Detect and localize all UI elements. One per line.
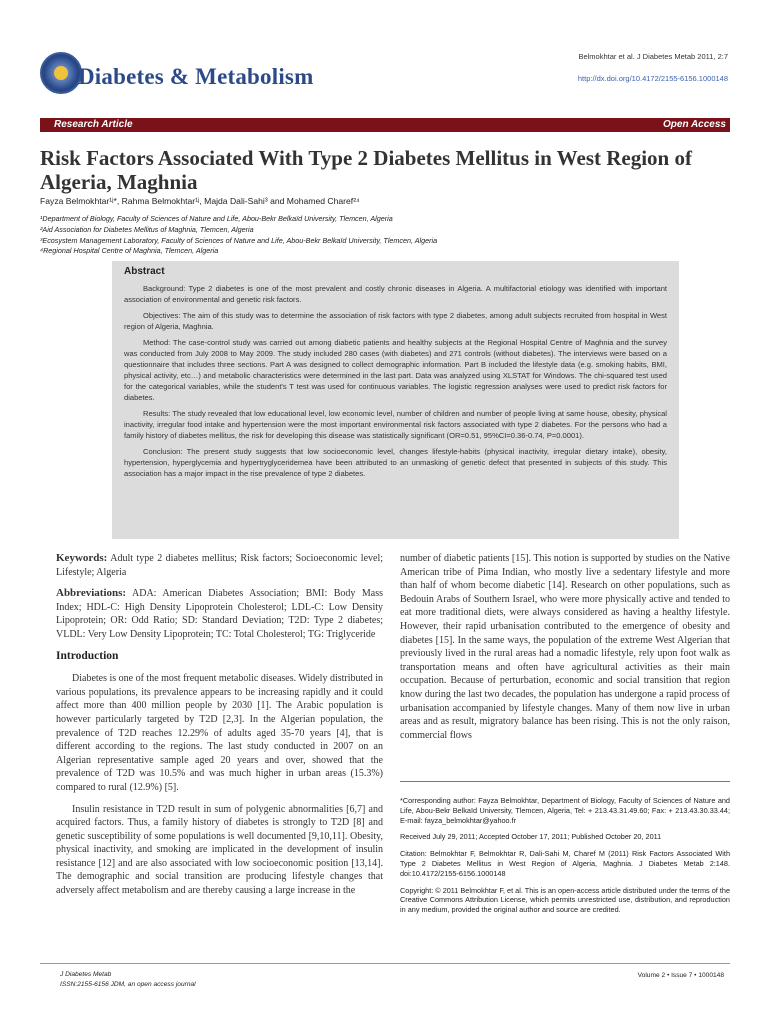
left-column <box>56 552 383 906</box>
abstract-method: Method: The case-control study was carried out among diabetic patients and healthy subjects at the Regional Hospital Centre of Maghnia and the survey was conducted from July 2008 to May 2009. The study included 280 cases (with diabetes) and 271 controls (without diabetes). The interviews were based on a questionnaire that includes three sections. Part A was designed to collect demographic information. Part B included the lifestyle data (e.g. smoking habits, BMI, physical activity, etc…) and metabolic characteristics were determined in the last part. Data was analyzed using XLSTAT for Windows. The chi-squared test used for the categorical variables, while the student's T test was used for continuous variables. The logistic regression analyses were used to predict risk factors for diabetes. <box>124 338 667 402</box>
abstract-conclusion: Conclusion: The present study suggests that low socioeconomic level, changes lifestyle-habits (physical inactivity, irregular dietary intake), obesity, hypertension, hyperglycemia and hypertryglyceridemea have been attributed to an unmasking of genetic defect that presented in subjects of this study. This association has a major impact in the rise prevalence of type 2 diabetes. <box>124 447 667 478</box>
corresponding-author: *Corresponding author: Fayza Belmokhtar, Department of Biology, Faculty of Sciences of Nature and Life, Abou-Bekr Belkaïd University, Tlemcen, Algeria, Tel: + 213.43.31.49.60; Fax: + 213.43.30.33.44; E-mail: fayza_belmokhtar@yahoo.fr <box>400 796 730 825</box>
abstract-background: Background: Type 2 diabetes is one of the most prevalent and costly chronic diseases in Algeria. A multifactorial etiology was identified with important association of environmental and genetic risk factors. <box>124 284 667 304</box>
footer-issn: ISSN:2155-6156 JDM, an open access journal <box>60 980 196 988</box>
publication-dates: Received July 29, 2011; Accepted October 17, 2011; Published October 20, 2011 <box>400 832 662 842</box>
affiliation-2: ²Aid Association for Diabetes Mellitus of Maghnia, Tlemcen, Algeria <box>40 224 254 234</box>
affiliation-1: ¹Department of Biology, Faculty of Sciences of Nature and Life, Abou-Bekr Belkaïd University, Tlemcen, Algeria <box>40 214 393 223</box>
abbreviations <box>56 587 383 641</box>
citation-note: Citation: Belmokhtar F, Belmokhtar R, Dali-Sahi M, Charef M (2011) Risk Factors Associated With Type 2 Diabetes Mellitus in West Region of Algeria, Maghnia. J Diabetes Metab 2:148. doi:10.4172/2155-6156.1000148 <box>400 849 730 878</box>
footer-divider <box>40 963 730 964</box>
abstract-heading: Abstract <box>124 266 165 277</box>
footer-volume: Volume 2 • Issue 7 • 1000148 <box>637 972 724 979</box>
article-type-bar <box>40 118 730 132</box>
author-list: Fayza Belmokhtar¹ʲ*, Rahma Belmokhtar¹ʲ, Majda Dali-Sahi³ and Mohamed Charef²⁴ <box>40 196 360 206</box>
citation-line: Belmokhtar et al. J Diabetes Metab 2011, 2:7 <box>578 52 728 61</box>
abstract-box <box>112 261 679 539</box>
open-access-label: Open Access <box>663 119 726 130</box>
footnote-divider <box>400 781 730 782</box>
abstract-results: Results: The study revealed that low educational level, low economic level, number of children and number of people living at same house, obesity, physical inactivity, irregular food intake and hypertension were the most important environmental risk factors associated with type 2 diabetes. For the persons who had a family history of diabetes mellitus, the risk for developing this disease was statistically significant (OR=0.51, 95%CI=0.36-0.74, P=0.0001). <box>124 409 667 440</box>
doi-link[interactable]: http://dx.doi.org/10.4172/2155-6156.1000148 <box>577 74 728 83</box>
introduction-heading: Introduction <box>56 649 119 662</box>
keywords-label: Keywords: <box>56 552 108 564</box>
footer-journal-name: J Diabetes Metab <box>60 971 112 978</box>
abbreviations-text: ADA: American Diabetes Association; BMI: Body Mass Index; HDL-C: High Density Lipoprotein Cholesterol; LDL-C: Low Density Lipoprotein; OR: Odd Ratio; SD: Standard Deviation; T2D: Type 2 diabetes; VLDL: Very Low Density Lipoprotein; TC: Total Cholesterol; TG: Triglyceride <box>56 588 383 640</box>
article-type-label: Research Article <box>54 119 133 130</box>
affiliation-3: ³Ecosystem Management Laboratory, Faculty of Sciences of Nature and Life, Abou-Bekr Belkaïd University, Tlemcen, Algeria <box>40 235 438 245</box>
article-title: Risk Factors Associated With Type 2 Diabetes Mellitus in West Region of Algeria, Maghnia <box>40 146 692 194</box>
affiliations <box>40 214 730 257</box>
keywords-text: Adult type 2 diabetes mellitus; Risk factors; Socioeconomic level; Lifestyle; Algeria <box>56 553 384 578</box>
right-column <box>400 552 730 750</box>
publisher-logo-icon <box>40 52 82 94</box>
intro-paragraph-2: Insulin resistance in T2D result in sum of polygenic abnormalities [6,7] and acquired factors. Thus, a family history of diabetes is strongly to T2D [8] and genetic susceptibility of some populations is well documented [9,10,11]. Obesity, physical inactivity, and smoking are implicated in the development of insulin resistance [12] and are also associated with low socioeconomic position [13,14]. The demographic and social transition are producing lifestyle changes that adversely affect metabolism and are thereby causing a large increase in the <box>56 803 383 897</box>
keywords <box>56 552 383 579</box>
copyright-note: Copyright: © 2011 Belmokhtar F, et al. This is an open-access article distributed under the terms of the Creative Commons Attribution License, which permits unrestricted use, distribution, and reproduction in any medium, provided the original author and source are credited. <box>400 885 730 915</box>
abstract-objectives: Objectives: The aim of this study was to determine the association of risk factors with type 2 diabetes, among adult subjects recruited from hospital in West region of Algeria, Maghnia. <box>124 311 667 331</box>
journal-header <box>40 52 730 100</box>
affiliation-4: ⁴Regional Hospital Centre of Maghnia, Tlemcen, Algeria <box>40 246 219 256</box>
intro-paragraph-1: Diabetes is one of the most frequent metabolic diseases. Widely distributed in various populations, its prevalence appears to be increasing rapidly and it could affect more than 400 million people by 2030 [1]. The Arabic population is however particularly targeted by T2D [2,3]. In the Algerian population, the prevalence of T2D reaches 12.29% of adults aged 35-70 years [4], that is different according to the regions. The last study conducted in 2007 on an Algerian representative sample aged 20 years and over, showed that the prevalence of T2D was 10.5% and was much higher in urban areas (15.3%) compared to rural (12.9%) [5]. <box>56 673 384 793</box>
correspondence-block <box>400 796 730 922</box>
abbreviations-label: Abbreviations: <box>56 587 127 600</box>
intro-paragraph-continued: number of diabetic patients [15]. This notion is supported by studies on the Native American tribe of Pima Indian, who mostly live a sedentary lifestyle and more than half of whom become diabetic [14]. Research on other populations, such as Bedouin Arabs of Southern Israel, who were more physically active and tended to eat more traditional diets, were always considered as having a healthy lifestyle. However, their rapid urbanisation contributed to the emergence of obesity and diabetes [15]. In the same ways, the population of the extreme West Algerian that previously lived in the rural areas had a nomadic lifestyle, rely upon foot walk as transportation means and often have agricultural activities as their main occupation. Because of perturbation, economic and social transition that region know during the last two decades, the population has undergone a rapid process of urbanisation accompanied by lifestyle changes. Many of them now live in urban areas and as result, migratory balance has been rising. This is not the only raison, commercial flows <box>400 553 730 741</box>
footer-journal <box>60 970 196 989</box>
journal-name: Diabetes & Metabolism <box>78 64 314 89</box>
